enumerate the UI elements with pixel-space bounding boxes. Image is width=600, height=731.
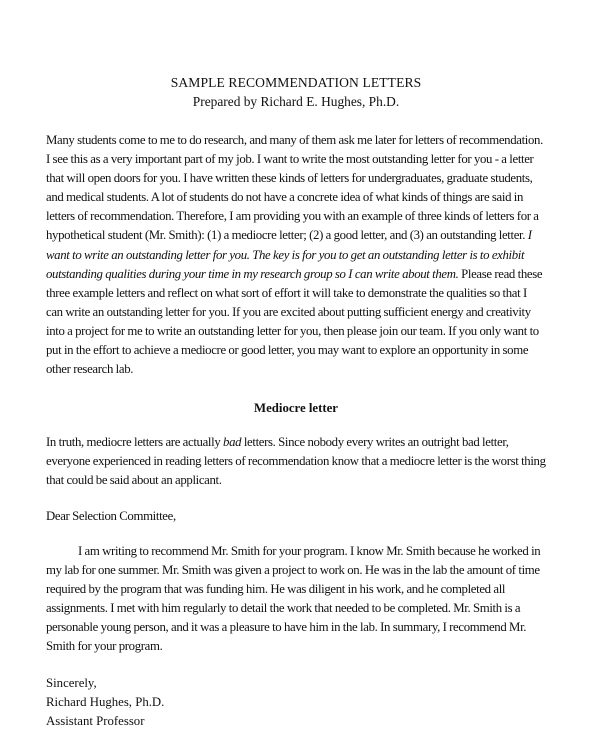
letter-body: I am writing to recommend Mr. Smith for your program. I know Mr. Smith because he worked in my lab for one summer. Mr. Smith was given a project to work on. He was in the lab the amount of time required by the program that was funding him. He was diligent in his work, and he completed all assignments. I met with him regularly to detail the work that needed to be completed. Mr. Smith is a personable young person, and it was a pleasure to have him in the lab. In summary, I recommend Mr. Smith for your program. xyxy=(46,543,541,654)
section-heading: Mediocre letter xyxy=(254,401,338,416)
truth-text-1: In truth, mediocre letters are actually xyxy=(46,435,224,450)
letter-salutation: Dear Selection Committee, xyxy=(46,508,176,523)
document-page xyxy=(46,74,546,731)
intro-text-1: Many students come to me to do research, and many of them ask me later for letters of recommendation. I see this as a very important part of my job. I want to write the most outstanding letter for you - a letter that will open doors for you. I have written these kinds of letters for undergraduates, graduate students, and medical students. A lot of students do not have a concrete idea of what kinds of things are said in letters of recommendation. Therefore, I am providing you with an example of three kinds of letters for a hypothetical student (Mr. Smith): (1) a mediocre letter; (2) a good letter, and (3) an outstanding letter. xyxy=(46,133,543,243)
intro-text-2: I want to write an outstanding letter for you. The key is for you to get an outstanding letter is to exhibit outstanding qualities during your time in my research group so I can write about them. xyxy=(46,228,532,281)
closing-position: Assistant Professor xyxy=(46,714,145,729)
closing-valediction: Sincerely, xyxy=(46,676,97,691)
truth-text-2: bad xyxy=(223,435,242,450)
closing-name: Richard Hughes, Ph.D. xyxy=(46,695,165,710)
document-subtitle: Prepared by Richard E. Hughes, Ph.D. xyxy=(192,94,400,109)
truth-text-3: letters. Since nobody every writes an outright bad letter, everyone experienced in reading letters of recommendation know that a mediocre letter is the worst thing that could be said about an applicant. xyxy=(46,435,546,488)
intro-text-3: Please read these three example letters and reflect on what sort of effort it will take to demonstrate the qualities so that I can write an outstanding letter for you. If you are excited about putting sufficient energy and creativity into a project for me to write an outstanding letter for you, then please join our team. If you only want to put in the effort to achieve a mediocre or good letter, you may want to explore an opportunity in some other research lab. xyxy=(46,266,543,377)
truth-paragraph xyxy=(46,433,546,490)
letter-closing xyxy=(46,674,546,731)
intro-paragraph xyxy=(46,131,546,379)
document-title: SAMPLE RECOMMENDATION LETTERS xyxy=(170,75,422,90)
